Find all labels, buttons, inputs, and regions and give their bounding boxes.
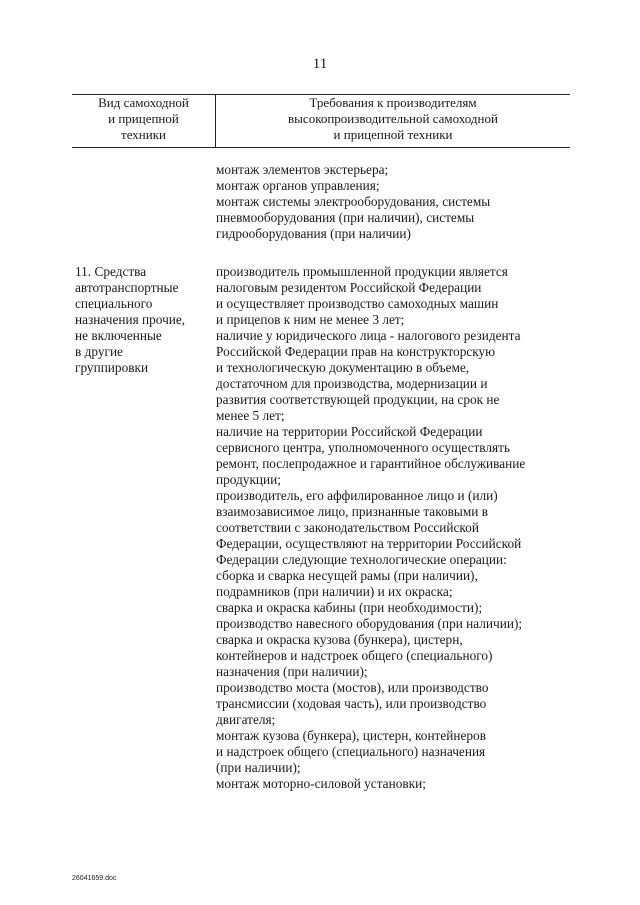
requirement-line: подрамников (при наличии) и их окраска; xyxy=(216,584,453,599)
equipment-line: 11. Средства xyxy=(75,264,147,279)
equipment-line: автотранспортные xyxy=(75,280,179,295)
requirement-line: и технологическую документацию в объеме, xyxy=(216,360,470,375)
requirement-line: двигателя; xyxy=(216,712,276,727)
header-requirements xyxy=(216,95,570,143)
equipment-line: специального xyxy=(75,296,153,311)
requirement-line: продукции; xyxy=(216,472,281,487)
requirement-line: и надстроек общего (специального) назначения xyxy=(216,744,486,759)
requirement-line: монтаж кузова (бункера), цистерн, контейнеров xyxy=(216,728,486,743)
equipment-line: не включенные xyxy=(75,328,162,343)
equipment-line: назначения прочие, xyxy=(75,312,186,327)
requirement-line: производитель промышленной продукции является xyxy=(216,264,508,279)
requirement-line: назначения (при наличии); xyxy=(216,664,368,679)
footer-file-name: 26041659.doc xyxy=(72,875,117,882)
requirement-line: развития соответствующей продукции, на срок не xyxy=(216,392,500,407)
header-equipment-type xyxy=(72,95,215,143)
table-header xyxy=(72,94,570,148)
requirement-line: налоговым резидентом Российской Федерации xyxy=(216,280,482,295)
requirement-line: пневмооборудования (при наличии), системы xyxy=(216,210,475,225)
requirement-line: взаимозависимое лицо, признанные таковыми в xyxy=(216,504,488,519)
requirement-line: сварка и окраска кузова (бункера), цистерн, xyxy=(216,632,463,647)
requirement-line: сварка и окраска кабины (при необходимости); xyxy=(216,600,483,615)
equipment-line: в другие xyxy=(75,344,123,359)
row-11-equipment-type xyxy=(75,264,185,376)
requirement-line: Федерации, осуществляют на территории Российской xyxy=(216,536,522,551)
requirement-line: производитель, его аффилированное лицо и (или) xyxy=(216,488,498,503)
requirement-line: менее 5 лет; xyxy=(216,408,285,423)
requirement-line: (при наличии); xyxy=(216,760,301,775)
requirement-line: и прицепов к ним не менее 3 лет; xyxy=(216,312,405,327)
requirement-line: наличие у юридического лица - налогового резидента xyxy=(216,328,521,343)
requirement-line: монтаж системы электрооборудования, системы xyxy=(216,194,491,209)
requirement-line: монтаж моторно-силовой установки; xyxy=(216,776,426,791)
requirement-line: сборка и сварка несущей рамы (при наличии), xyxy=(216,568,478,583)
requirement-line: монтаж элементов экстерьера; xyxy=(216,162,389,177)
header-line: высокопроизводительной самоходной xyxy=(288,111,498,126)
requirement-line: контейнеров и надстроек общего (специального) xyxy=(216,648,493,663)
requirement-line: и осуществляет производство самоходных машин xyxy=(216,296,499,311)
requirement-line: достаточном для производства, модернизации и xyxy=(216,376,488,391)
page-number: 11 xyxy=(312,56,328,72)
header-line: Вид самоходной xyxy=(98,95,189,110)
requirement-line: соответствии с законодательством Российской xyxy=(216,520,479,535)
row-11-requirements xyxy=(216,264,525,792)
equipment-line: группировки xyxy=(75,360,149,375)
requirement-line: производство моста (мостов), или производство xyxy=(216,680,489,695)
requirement-line: монтаж органов управления; xyxy=(216,178,380,193)
requirement-line: Федерации следующие технологические операции: xyxy=(216,552,507,567)
header-line: и прицепной техники xyxy=(333,127,453,142)
requirement-line: производство навесного оборудования (при наличии); xyxy=(216,616,523,631)
requirement-line: сервисного центра, уполномоченного осуществлять xyxy=(216,440,511,455)
continuation-requirements xyxy=(216,162,490,242)
header-line: и прицепной xyxy=(108,111,179,126)
header-line: Требования к производителям xyxy=(309,95,477,110)
requirement-line: ремонт, послепродажное и гарантийное обслуживание xyxy=(216,456,526,471)
header-line: техники xyxy=(121,127,166,142)
requirement-line: Российской Федерации прав на конструкторскую xyxy=(216,344,496,359)
requirement-line: гидрооборудования (при наличии) xyxy=(216,226,411,241)
requirement-line: наличие на территории Российской Федерации xyxy=(216,424,483,439)
requirement-line: трансмиссии (ходовая часть), или производство xyxy=(216,696,487,711)
